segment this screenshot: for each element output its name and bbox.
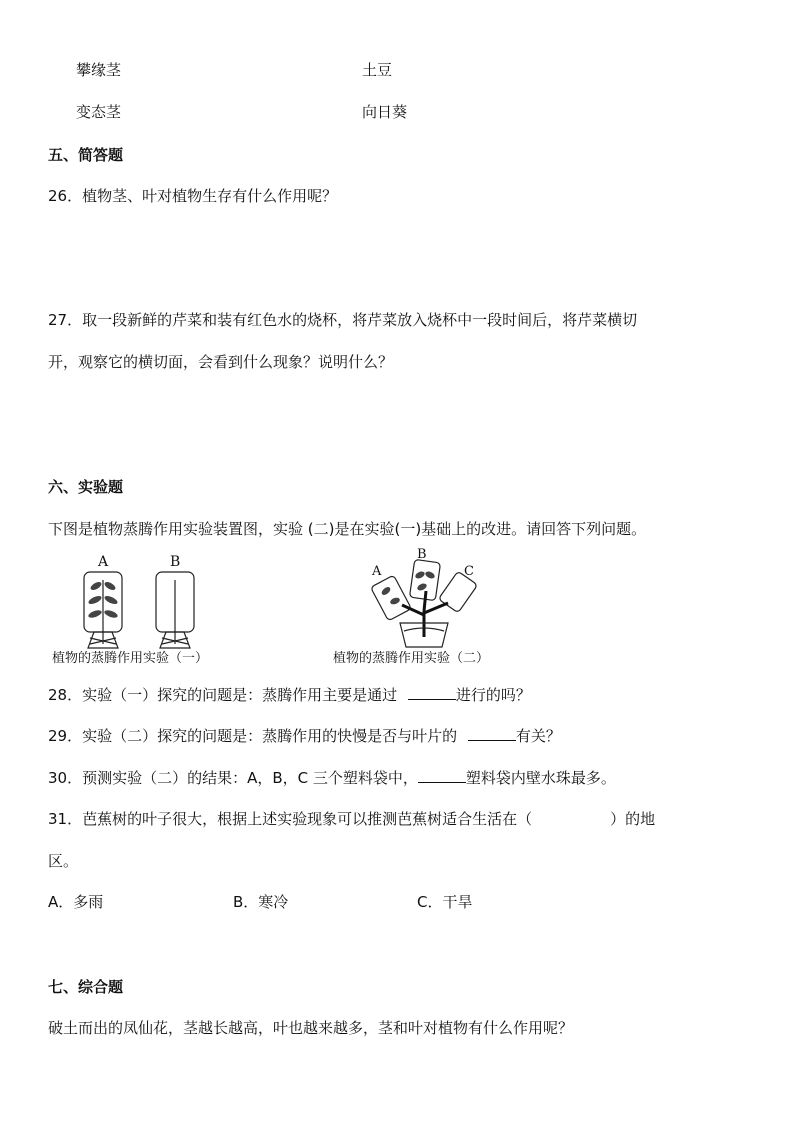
- option-a[interactable]: A．多雨: [48, 893, 104, 911]
- question-31-line2: 区。: [48, 852, 79, 870]
- question-28: [48, 685, 531, 705]
- option-c[interactable]: C．干旱: [417, 893, 473, 911]
- section6-title: 六、实验题: [48, 478, 124, 496]
- section7-title: 七、综合题: [48, 978, 124, 996]
- experiment-intro: 下图是植物蒸腾作用实验装置图，实验 (二)是在实验(一)基础上的改进。请回答下列问题。: [48, 520, 647, 538]
- question-29-text: 29．实验（二）探究的问题是：蒸腾作用的快慢是否与叶片的: [48, 727, 458, 745]
- question-31-text: 31．芭蕉树的叶子很大，根据上述实验现象可以推测芭蕉树适合生活在（: [48, 810, 533, 828]
- experiment-1-figure: [60, 552, 230, 652]
- experiment-2-figure: [362, 545, 492, 653]
- match-right-item-1: 土豆: [362, 61, 393, 79]
- question-29: [48, 726, 561, 746]
- question-28-end: 进行的吗？: [455, 686, 531, 704]
- match-right-item-2: 向日葵: [362, 103, 408, 121]
- figure-caption-1: 植物的蒸腾作用实验（一）: [52, 651, 209, 666]
- question-27-line2: 开，观察它的横切面，会看到什么现象？说明什么？: [48, 353, 394, 371]
- option-b[interactable]: B．寒冷: [233, 893, 289, 911]
- question-29-blank[interactable]: [468, 726, 516, 741]
- question-28-blank[interactable]: [408, 685, 456, 700]
- exp1-label-a: A: [98, 554, 109, 570]
- question-29-end: 有关？: [515, 727, 561, 745]
- question-31-line1: [48, 809, 655, 829]
- match-left-item-2: 变态茎: [76, 103, 122, 121]
- question-30: [48, 768, 616, 788]
- exp2-label-b: B: [417, 547, 427, 562]
- exp2-label-a: A: [372, 564, 382, 579]
- question-composite: 破土而出的凤仙花，茎越长越高，叶也越来越多，茎和叶对植物有什么作用呢？: [48, 1019, 574, 1037]
- match-left-item-1: 攀缘茎: [76, 61, 122, 79]
- question-27-line1: 27．取一段新鲜的芹菜和装有红色水的烧杯，将芹菜放入烧杯中一段时间后，将芹菜横切: [48, 311, 638, 329]
- exp1-label-b: B: [170, 554, 181, 570]
- question-31-end: ）的地: [610, 810, 656, 828]
- question-30-text: 30．预测实验（二）的结果：A，B，C 三个塑料袋中，: [48, 769, 418, 787]
- section5-title: 五、简答题: [48, 146, 124, 164]
- exp2-label-c: C: [464, 564, 474, 579]
- exp1-bag-b: [156, 572, 194, 648]
- question-30-end: 塑料袋内壁水珠最多。: [465, 769, 616, 787]
- exp1-bag-a: [84, 572, 122, 644]
- figure-caption-2: 植物的蒸腾作用实验（二）: [333, 651, 490, 666]
- question-30-blank[interactable]: [418, 768, 466, 783]
- question-28-text: 28．实验（一）探究的问题是：蒸腾作用主要是通过: [48, 686, 398, 704]
- question-26: 26．植物茎、叶对植物生存有什么作用呢？: [48, 187, 338, 205]
- exp2-bag-a: [371, 575, 412, 621]
